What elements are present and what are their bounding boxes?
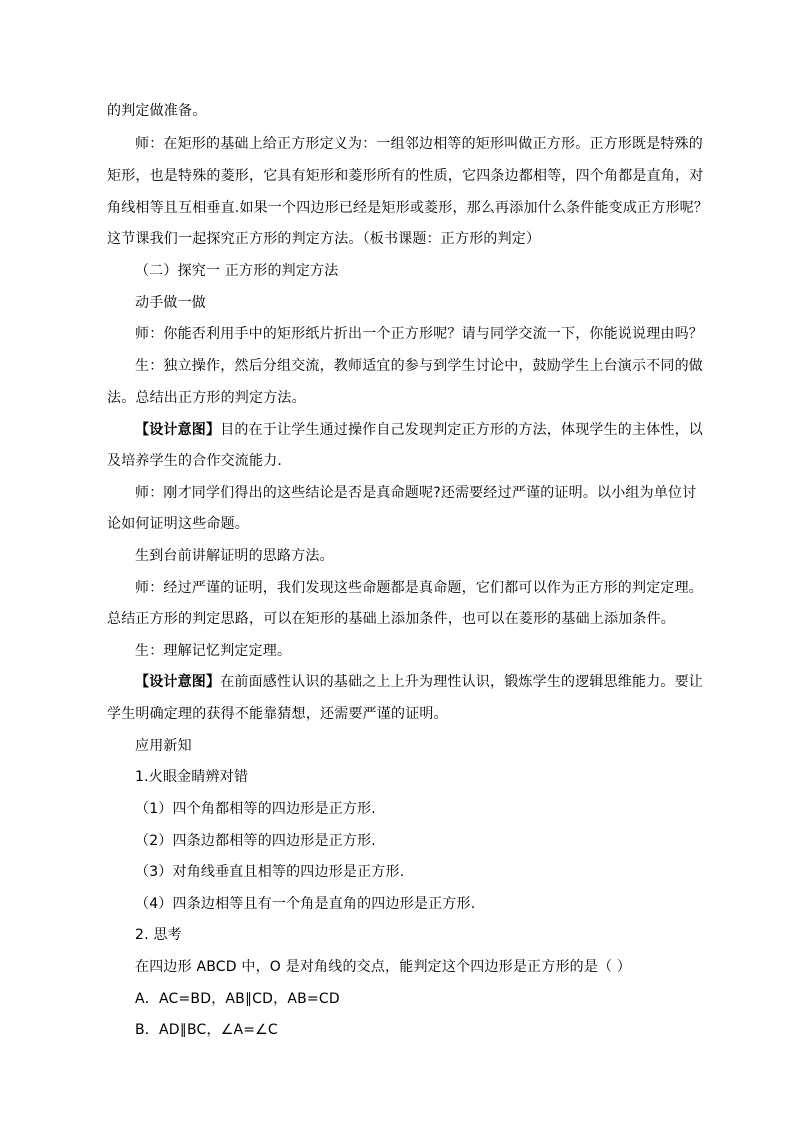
text-span: 目的在于让学生通过操作自己发现判定正方形的方法，体现学生的主体性，以 <box>220 422 704 438</box>
text-line: 法。总结出正方形的判定方法。 <box>107 390 306 406</box>
text-line <box>135 420 725 440</box>
question-item: （1）四个角都相等的四边形是正方形. <box>135 801 376 817</box>
question-title: 1.火眼金睛辨对错 <box>135 769 249 785</box>
text-line: 生：独立操作，然后分组交流，教师适宜的参与到学生讨论中，鼓励学生上台演示不同的做 <box>135 358 703 374</box>
section-heading: （二）探究一 正方形的判定方法 <box>135 263 339 279</box>
text-line: 的判定做准备。 <box>107 103 207 119</box>
text-line: 师：你能否利用手中的矩形纸片折出一个正方形呢？请与同学交流一下，你能说说理由吗？ <box>135 326 703 342</box>
answer-option-a: A．AC=BD，AB∥CD，AB=CD <box>135 991 340 1007</box>
answer-option-b: B．AD∥BC，∠A=∠C <box>135 1022 278 1038</box>
text-line: 师：刚才同学们得出的这些结论是否是真命题呢?还需要经过严谨的证明。以小组为单位讨 <box>135 485 697 501</box>
text-line <box>135 134 703 154</box>
subheading: 动手做一做 <box>135 295 206 311</box>
subheading: 应用新知 <box>135 738 192 754</box>
question-item: （3）对角线垂直且相等的四边形是正方形. <box>135 864 405 880</box>
text-line: 生到台前讲解证明的思路方法。 <box>135 548 334 564</box>
design-intent-label: 【设计意图】 <box>135 674 221 690</box>
text-line: 学生明确定理的获得不能靠猜想，还需要严谨的证明。 <box>107 706 448 722</box>
design-intent-label: 【设计意图】 <box>135 422 221 438</box>
question-stem: 在四边形 ABCD 中，O 是对角线的交点，能判定这个四边形是正方形的是（ ） <box>135 959 632 975</box>
text-line: 论如何证明这些命题。 <box>107 516 249 532</box>
question-item: （2）四条边都相等的四边形是正方形. <box>135 833 376 849</box>
question-item: （4）四条边相等且有一个角是直角的四边形是正方形. <box>135 896 476 912</box>
text-line: 生：理解记忆判定定理。 <box>135 643 292 659</box>
text-line <box>135 672 725 692</box>
text-line: 师：经过严谨的证明，我们发现这些命题都是真命题，它们都可以作为正方形的判定定理。 <box>135 580 703 596</box>
text-line: 及培养学生的合作交流能力. <box>107 453 283 469</box>
text-line: 总结正方形的判定思路，可以在矩形的基础上添加条件，也可以在菱形的基础上添加条件。 <box>107 611 675 627</box>
text-line: 这节课我们一起探究正方形的判定方法。（板书课题：正方形的判定） <box>107 231 541 247</box>
question-title: 2. 思考 <box>135 927 182 943</box>
text-line: 角线相等且互相垂直.如果一个四边形已经是矩形或菱形，那么再添加什么条件能变成正方形呢？ <box>107 200 709 216</box>
text-span: 师：在矩形的基础上给正方形定义为：一组邻边相等的矩形叫做正方形。正方形既是特殊的 <box>135 136 703 152</box>
text-span: 在前面感性认识的基础之上上升为理性认识，锻炼学生的逻辑思维能力。要让 <box>220 674 704 690</box>
text-line: 矩形，也是特殊的菱形，它具有矩形和菱形所有的性质，它四条边都相等，四个角都是直角，对 <box>107 168 704 184</box>
